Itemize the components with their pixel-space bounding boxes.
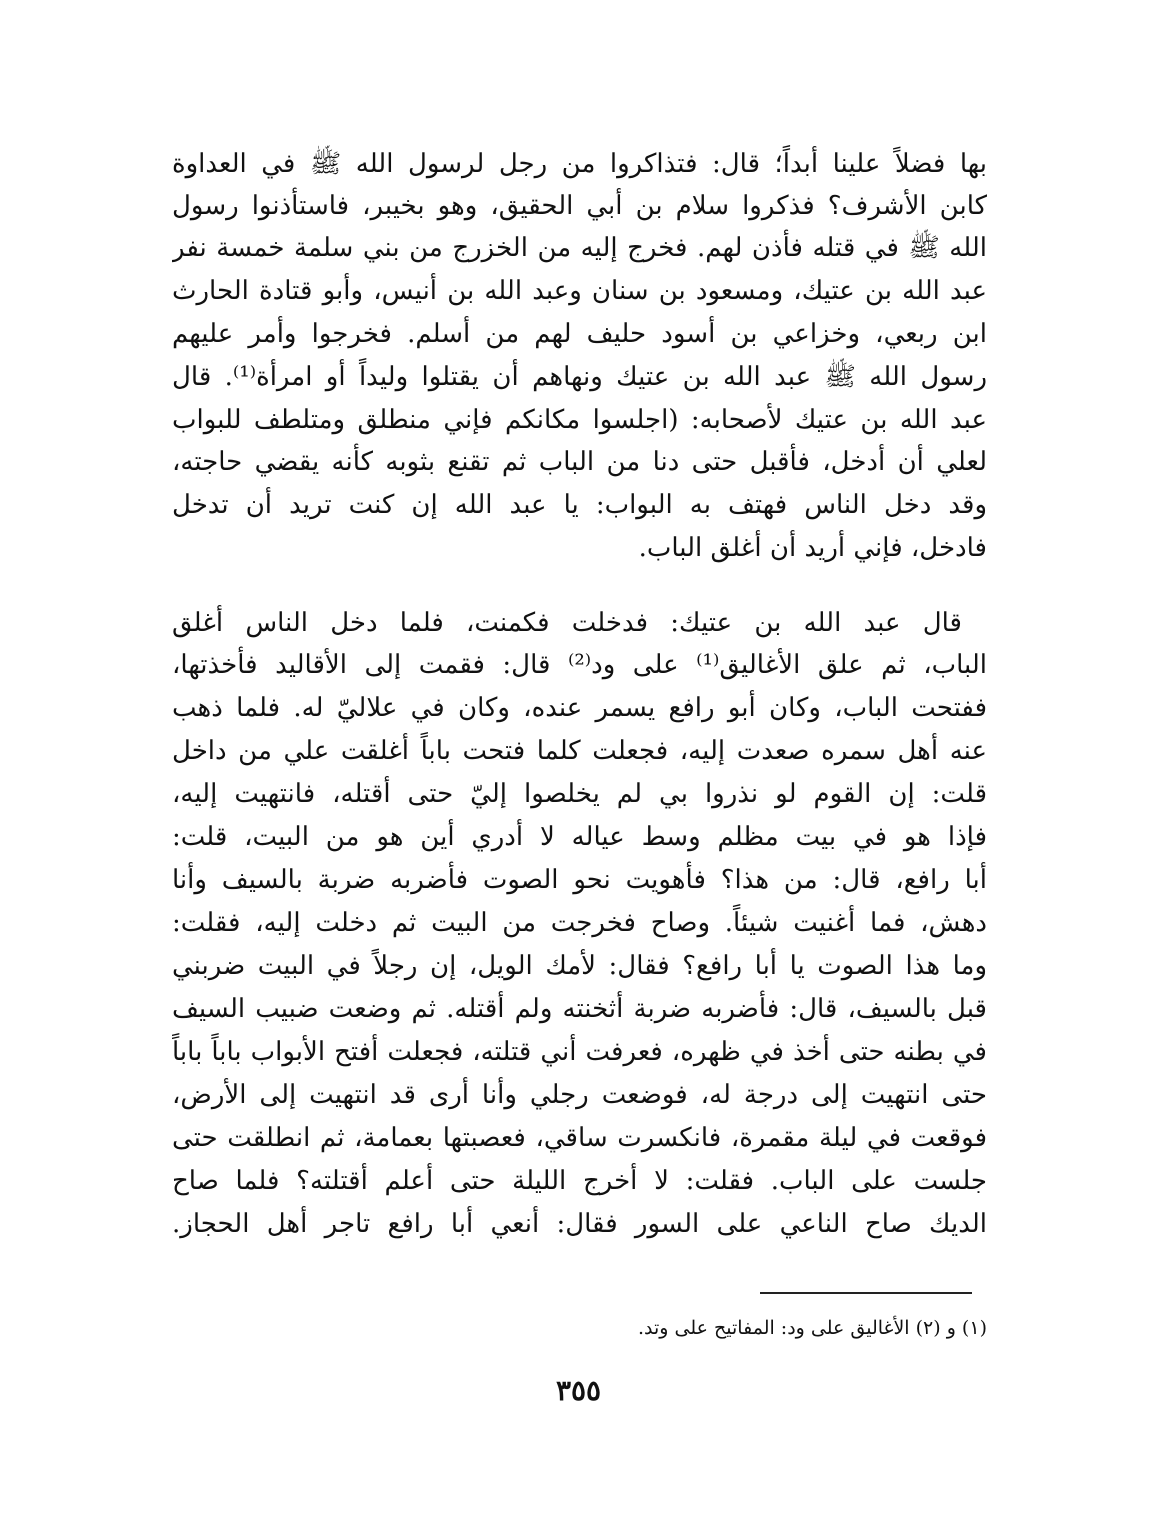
text-line: رسول الله ﷺ عبد الله بن عتيك ونهاهم أن يقتلوا وليداً أو امرأة⁽¹⁾. قال <box>172 362 987 392</box>
text-line: عنه أهل سمره صعدت إليه، فجعلت كلما فتحت باباً أغلقت علي من داخل <box>172 736 987 766</box>
text-line: فادخل، فإني أريد أن أغلق الباب. <box>638 533 987 563</box>
text-line: بها فضلاً علينا أبداً؛ قال: فتذاكروا من رجل لرسول الله ﷺ في العداوة <box>172 149 987 179</box>
text-line: فإذا هو في بيت مظلم وسط عياله لا أدري أين هو من البيت، قلت: <box>172 822 987 852</box>
text-line: وما هذا الصوت يا أبا رافع؟ فقال: لأمك الويل، إن رجلاً في البيت ضربني <box>172 951 987 981</box>
text-line: الباب، ثم علق الأغاليق⁽¹⁾ على ود⁽²⁾ قال: فقمت إلى الأقاليد فأخذتها، <box>172 650 987 680</box>
text-line: لعلي أن أدخل، فأقبل حتى دنا من الباب ثم تقنع بثوبه كأنه يقضي حاجته، <box>172 447 987 477</box>
text-line: كابن الأشرف؟ فذكروا سلام بن أبي الحقيق، وهو بخيبر، فاستأذنوا رسول <box>172 191 987 221</box>
page-number: ٣٥٥ <box>555 1374 602 1407</box>
text-line: في بطنه حتى أخذ في ظهره، فعرفت أني قتلته، فجعلت أفتح الأبواب باباً باباً <box>172 1037 987 1067</box>
footnote-divider <box>760 1292 972 1294</box>
text-line: وقد دخل الناس فهتف به البواب: يا عبد الله إن كنت تريد أن تدخل <box>172 490 987 520</box>
text-line: قبل بالسيف، قال: فأضربه ضربة أثخنته ولم أقتله. ثم وضعت ضبيب السيف <box>172 994 987 1024</box>
text-line: ففتحت الباب، وكان أبو رافع يسمر عنده، وكان في علاليّ له. فلما ذهب <box>172 693 987 723</box>
text-line: قال عبد الله بن عتيك: فدخلت فكمنت، فلما دخل الناس أغلق <box>172 608 962 638</box>
text-line: عبد الله بن عتيك، ومسعود بن سنان وعبد الله بن أنيس، وأبو قتادة الحارث <box>172 276 987 306</box>
text-line: الديك صاح الناعي على السور فقال: أنعي أبا رافع تاجر أهل الحجاز. <box>172 1209 987 1239</box>
text-line: فوقعت في ليلة مقمرة، فانكسرت ساقي، فعصبتها بعمامة، ثم انطلقت حتى <box>172 1123 987 1153</box>
text-line: ابن ربعي، وخزاعي بن أسود حليف لهم من أسلم. فخرجوا وأمر عليهم <box>172 319 987 349</box>
text-line: قلت: إن القوم لو نذروا بي لم يخلصوا إليّ حتى أقتله، فانتهيت إليه، <box>172 779 987 809</box>
text-line: أبا رافع، قال: من هذا؟ فأهويت نحو الصوت فأضربه ضربة بالسيف وأنا <box>172 865 987 895</box>
text-line: حتى انتهيت إلى درجة له، فوضعت رجلي وأنا أرى قد انتهيت إلى الأرض، <box>172 1080 987 1110</box>
text-line: جلست على الباب. فقلت: لا أخرج الليلة حتى أعلم أقتلته؟ فلما صاح <box>172 1166 987 1196</box>
text-line: الله ﷺ في قتله فأذن لهم. فخرج إليه من الخزرج من بني سلمة خمسة نفر <box>172 233 987 263</box>
text-line: عبد الله بن عتيك لأصحابه: (اجلسوا مكانكم فإني منطلق ومتلطف للبواب <box>172 405 987 435</box>
footnote: (١) و (٢) الأغاليق على ود: المفاتيح على وتد. <box>638 1317 987 1339</box>
text-line: دهش، فما أغنيت شيئاً. وصاح فخرجت من البيت ثم دخلت إليه، فقلت: <box>172 908 987 938</box>
